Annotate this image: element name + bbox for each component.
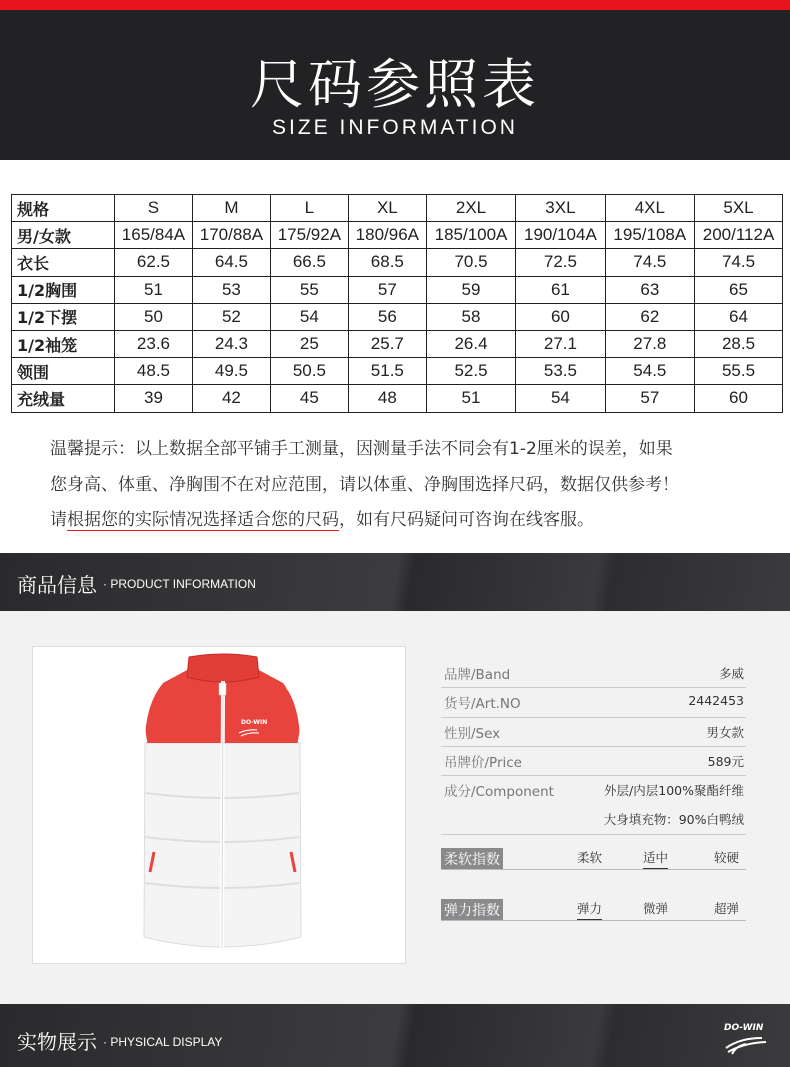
elasticity-label: 弹力指数 (441, 899, 503, 920)
size-row-label: 男/女款 (12, 222, 115, 249)
spec-key: 成分/Component (444, 784, 554, 801)
svg-text:DO-WIN: DO-WIN (241, 719, 268, 726)
size-cell: S (115, 195, 193, 222)
size-row-label: 充绒量 (12, 385, 115, 412)
size-row-label: 衣长 (12, 249, 115, 276)
size-cell: M (192, 195, 270, 222)
top-accent-bar (0, 0, 790, 10)
size-cell: 66.5 (270, 249, 348, 276)
size-row-label: 1/2袖笼 (12, 330, 115, 357)
size-cell: 25.7 (348, 330, 426, 357)
size-table-row (12, 330, 783, 357)
spec-key: 品牌/Band (444, 667, 511, 683)
size-cell: 25 (270, 330, 348, 357)
size-cell: 165/84A (115, 222, 193, 249)
spec-row (441, 747, 746, 776)
physical-display-title: 实物展示 (17, 1030, 97, 1054)
size-cell: 24.3 (192, 330, 270, 357)
size-cell: 3XL (516, 195, 605, 222)
size-cell: 62 (605, 303, 694, 330)
size-cell: 26.4 (426, 330, 515, 357)
spec-row (441, 718, 746, 747)
size-cell: 62.5 (115, 249, 193, 276)
spec-value: 男女款 (706, 724, 744, 740)
size-cell: 23.6 (115, 330, 193, 357)
spec-row (441, 659, 746, 688)
size-cell: 28.5 (695, 330, 783, 357)
size-table-row (12, 358, 783, 385)
spec-value: 589元 (707, 753, 744, 769)
size-cell: 58 (426, 303, 515, 330)
spec-key: 吊牌价/Price (444, 754, 522, 771)
size-cell: 54 (516, 385, 605, 412)
size-cell: 175/92A (270, 222, 348, 249)
size-cell: 55.5 (695, 358, 783, 385)
size-cell: 27.8 (605, 330, 694, 357)
size-cell: 74.5 (605, 249, 694, 276)
size-cell: 48.5 (115, 358, 193, 385)
softness-label: 柔软指数 (441, 848, 503, 869)
size-cell: 65 (695, 276, 783, 303)
size-cell: 50 (115, 303, 193, 330)
size-cell: 50.5 (270, 358, 348, 385)
size-cell: L (270, 195, 348, 222)
notice-line-1: 温馨提示：以上数据全部平铺手工测量，因测量手法不同会有1-2厘米的误差，如果 (50, 439, 673, 459)
size-table-row (12, 303, 783, 330)
size-cell: 72.5 (516, 249, 605, 276)
size-cell: 74.5 (695, 249, 783, 276)
physical-display-subtitle: · PHYSICAL DISPLAY (103, 1035, 223, 1049)
size-cell: 56 (348, 303, 426, 330)
size-cell: 5XL (695, 195, 783, 222)
size-cell: 52 (192, 303, 270, 330)
size-cell: 54.5 (605, 358, 694, 385)
size-cell: 52.5 (426, 358, 515, 385)
softness-option-medium: 适中 (643, 848, 668, 870)
softness-option-soft: 柔软 (577, 850, 603, 865)
physical-display-banner (0, 1004, 790, 1067)
spec-row-filling (441, 805, 746, 834)
size-cell: 57 (348, 276, 426, 303)
size-cell: 45 (270, 385, 348, 412)
product-info-subtitle: · PRODUCT INFORMATION (103, 577, 256, 591)
svg-text:DO-WIN: DO-WIN (724, 1023, 764, 1033)
softness-scale (441, 848, 746, 870)
spec-row (441, 688, 746, 717)
size-cell: 60 (516, 303, 605, 330)
size-table-row (12, 276, 783, 303)
size-cell: 39 (115, 385, 193, 412)
size-cell: 49.5 (192, 358, 270, 385)
size-row-label: 领围 (12, 358, 115, 385)
size-table-row (12, 249, 783, 276)
size-cell: 51 (115, 276, 193, 303)
size-cell: 53 (192, 276, 270, 303)
page-subtitle: SIZE INFORMATION (272, 116, 518, 139)
size-notice (50, 432, 770, 539)
size-cell: 57 (605, 385, 694, 412)
product-info-panel (0, 611, 790, 1004)
spec-value: 2442453 (688, 693, 744, 709)
size-row-label: 1/2下摆 (12, 303, 115, 330)
spec-key: 货号/Art.NO (444, 696, 521, 713)
size-cell: 59 (426, 276, 515, 303)
size-row-label: 规格 (12, 195, 115, 222)
spec-key: 性别/Sex (444, 725, 501, 742)
elasticity-scale (441, 899, 746, 921)
size-cell: 55 (270, 276, 348, 303)
size-cell: 64 (695, 303, 783, 330)
size-cell: 190/104A (516, 222, 605, 249)
notice-line-3: 请根据您的实际情况选择适合您的尺码，如有尺码疑问可咨询在线客服。 (50, 510, 594, 530)
vest-illustration (33, 647, 407, 965)
product-image (32, 646, 406, 964)
spec-value: 外层/内层100%聚酯纤维 (604, 783, 744, 799)
elasticity-option-elastic: 弹力 (577, 899, 602, 921)
size-cell: 200/112A (695, 222, 783, 249)
spec-filling-value: 大身填充物：90%白鸭绒 (603, 812, 744, 828)
spec-row (441, 776, 746, 805)
product-info-banner (0, 553, 790, 611)
size-table-row (12, 222, 783, 249)
size-cell: 27.1 (516, 330, 605, 357)
size-cell: 64.5 (192, 249, 270, 276)
size-cell: 51.5 (348, 358, 426, 385)
dowin-logo (722, 1018, 772, 1056)
elasticity-baseline (441, 920, 746, 921)
size-cell: 60 (695, 385, 783, 412)
size-cell: 170/88A (192, 222, 270, 249)
size-cell: 42 (192, 385, 270, 412)
size-cell: 54 (270, 303, 348, 330)
size-cell: 70.5 (426, 249, 515, 276)
size-cell: 51 (426, 385, 515, 412)
size-header (0, 10, 790, 160)
size-cell: 4XL (605, 195, 694, 222)
size-cell: 185/100A (426, 222, 515, 249)
size-row-label: 1/2胸围 (12, 276, 115, 303)
size-table (11, 194, 783, 413)
size-cell: 180/96A (348, 222, 426, 249)
size-cell: 53.5 (516, 358, 605, 385)
size-table-row (12, 195, 783, 222)
notice-line-2: 您身高、体重、净胸围不在对应范围，请以体重、净胸围选择尺码，数据仅供参考！ (50, 474, 679, 495)
spec-value: 多威 (718, 666, 744, 681)
size-cell: 61 (516, 276, 605, 303)
size-cell: 48 (348, 385, 426, 412)
size-cell: 195/108A (605, 222, 694, 249)
notice-highlight: 根据您的实际情况选择适合您的尺码 (67, 510, 339, 530)
size-table-row (12, 385, 783, 412)
elasticity-option-slight: 微弹 (643, 901, 669, 916)
softness-option-hard: 较硬 (714, 850, 740, 865)
size-cell: 63 (605, 276, 694, 303)
size-cell: 2XL (426, 195, 515, 222)
elasticity-option-super: 超弹 (714, 901, 740, 916)
product-spec-list (441, 659, 746, 835)
softness-baseline (441, 869, 746, 870)
page-title: 尺码参照表 (250, 53, 540, 116)
product-info-title: 商品信息 (17, 573, 97, 597)
size-cell: 68.5 (348, 249, 426, 276)
size-cell: XL (348, 195, 426, 222)
